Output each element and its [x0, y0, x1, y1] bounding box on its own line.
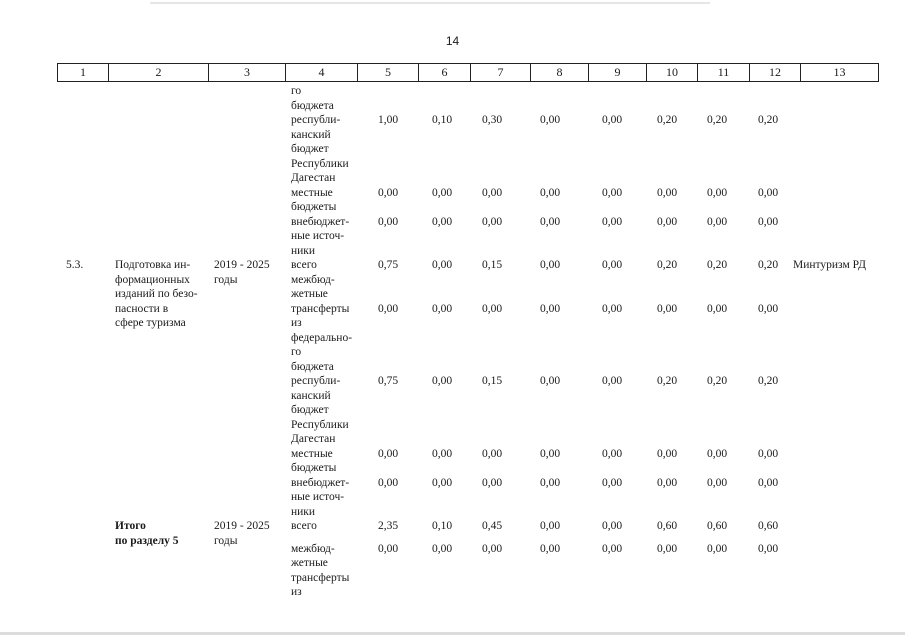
funding-source-label: межбюд-	[291, 273, 335, 286]
value-cell-col-11: 0,20	[706, 114, 728, 126]
value-cell-col-10: 0,20	[656, 114, 678, 126]
funding-source-label: трансферты	[291, 302, 350, 315]
column-header-13: 13	[800, 64, 879, 81]
value-cell-col-5: 2,35	[377, 520, 399, 532]
value-cell-col-12: 0,60	[757, 520, 779, 532]
funding-source-label: Республики	[291, 418, 349, 431]
value-cell-col-7: 0,15	[481, 259, 503, 271]
value-cell-col-6: 0,00	[431, 215, 453, 228]
value-cell-col-6: 0,00	[431, 186, 453, 199]
value-cell-col-10: 0,00	[656, 186, 678, 199]
value-cell-col-7: 0,00	[481, 447, 503, 460]
value-cell-col-6: 0,00	[431, 447, 453, 460]
section-total-label: по разделу 5	[115, 534, 179, 547]
value-cell-col-8: 0,00	[539, 476, 561, 489]
value-cell-col-9: 0,00	[601, 259, 623, 271]
period-label: 2019 - 2025	[214, 259, 270, 271]
table-header-row	[57, 63, 879, 82]
column-header-12: 12	[749, 64, 800, 81]
period-label: годы	[214, 534, 238, 547]
funding-source-label: местные	[291, 447, 333, 460]
funding-source-label: го	[291, 346, 302, 358]
value-cell-col-10: 0,60	[656, 520, 678, 532]
row-number: 5.3.	[66, 259, 84, 271]
value-cell-col-10: 0,20	[656, 375, 678, 387]
column-header-2: 2	[108, 64, 208, 81]
value-cell-col-5: 0,75	[377, 375, 399, 387]
value-cell-col-10: 0,00	[656, 476, 678, 489]
measure-name: формационных	[115, 273, 190, 286]
value-cell-col-9: 0,00	[601, 542, 623, 555]
value-cell-col-6: 0,10	[431, 520, 453, 532]
value-cell-col-8: 0,00	[539, 542, 561, 555]
funding-source-label: жетные	[291, 557, 328, 569]
value-cell-col-7: 0,30	[481, 114, 503, 126]
funding-source-label: трансферты	[291, 571, 350, 584]
value-cell-col-6: 0,00	[431, 542, 453, 555]
period-label: годы	[214, 273, 238, 286]
funding-source-label: местные	[291, 186, 333, 199]
value-cell-col-12: 0,00	[757, 186, 779, 199]
column-header-11: 11	[697, 64, 749, 81]
column-header-10: 10	[646, 64, 697, 81]
funding-source-label: бюджет	[291, 404, 329, 416]
value-cell-col-12: 0,00	[757, 215, 779, 228]
value-cell-col-8: 0,00	[539, 520, 561, 532]
section-total-label: Итого	[115, 520, 146, 532]
value-cell-col-11: 0,20	[706, 375, 728, 387]
value-cell-col-8: 0,00	[539, 215, 561, 228]
value-cell-col-11: 0,00	[706, 447, 728, 460]
value-cell-col-7: 0,45	[481, 520, 503, 532]
funding-source-label: жетные	[291, 288, 328, 300]
value-cell-col-5: 1,00	[377, 114, 399, 126]
funding-source-label: внебюджет-	[291, 215, 350, 228]
column-header-7: 7	[470, 64, 530, 81]
funding-source-label: го	[291, 85, 302, 97]
value-cell-col-8: 0,00	[539, 259, 561, 271]
value-cell-col-10: 0,00	[656, 447, 678, 460]
value-cell-col-6: 0,00	[431, 375, 453, 387]
value-cell-col-10: 0,00	[656, 542, 678, 555]
value-cell-col-6: 0,00	[431, 476, 453, 489]
value-cell-col-5: 0,00	[377, 215, 399, 228]
page-number: 14	[445, 34, 460, 48]
funding-source-label: Дагестан	[291, 172, 336, 184]
value-cell-col-5: 0,75	[377, 259, 399, 271]
funding-source-label: из	[291, 317, 302, 329]
value-cell-col-10: 0,20	[656, 259, 678, 271]
value-cell-col-7: 0,00	[481, 302, 503, 315]
funding-source-label: Дагестан	[291, 433, 336, 445]
funding-source-label: ники	[291, 244, 316, 257]
value-cell-col-11: 0,00	[706, 476, 728, 489]
funding-source-label: республи-	[291, 375, 341, 387]
value-cell-col-9: 0,00	[601, 476, 623, 489]
value-cell-col-12: 0,00	[757, 476, 779, 489]
value-cell-col-6: 0,00	[431, 259, 453, 271]
value-cell-col-7: 0,15	[481, 375, 503, 387]
value-cell-col-5: 0,00	[377, 542, 399, 555]
scan-edge-top	[150, 2, 710, 4]
funding-source-label: Республики	[291, 157, 349, 170]
column-header-4: 4	[285, 64, 357, 81]
value-cell-col-9: 0,00	[601, 186, 623, 199]
funding-source-label: федерально-	[291, 331, 353, 344]
column-header-1: 1	[57, 64, 108, 81]
value-cell-col-9: 0,00	[601, 375, 623, 387]
value-cell-col-8: 0,00	[539, 375, 561, 387]
funding-source-label: всего	[291, 520, 317, 532]
funding-source-label: ные источ-	[291, 230, 345, 242]
value-cell-col-12: 0,20	[757, 375, 779, 387]
value-cell-col-9: 0,00	[601, 114, 623, 126]
value-cell-col-11: 0,20	[706, 259, 728, 271]
measure-name: изданий по безо-	[115, 288, 198, 300]
value-cell-col-11: 0,00	[706, 186, 728, 199]
value-cell-col-6: 0,00	[431, 302, 453, 315]
funding-source-label: бюджета	[291, 99, 334, 112]
value-cell-col-8: 0,00	[539, 114, 561, 126]
value-cell-col-10: 0,00	[656, 215, 678, 228]
value-cell-col-5: 0,00	[377, 476, 399, 489]
funding-source-label: ники	[291, 505, 316, 518]
measure-name: Подготовка ин-	[115, 259, 191, 271]
value-cell-col-7: 0,00	[481, 542, 503, 555]
funding-source-label: бюджеты	[291, 462, 337, 474]
funding-source-label: из	[291, 586, 302, 598]
value-cell-col-9: 0,00	[601, 302, 623, 315]
column-header-6: 6	[418, 64, 470, 81]
value-cell-col-9: 0,00	[601, 447, 623, 460]
value-cell-col-5: 0,00	[377, 447, 399, 460]
period-label: 2019 - 2025	[214, 520, 270, 532]
column-header-8: 8	[530, 64, 588, 81]
value-cell-col-8: 0,00	[539, 186, 561, 199]
value-cell-col-9: 0,00	[601, 215, 623, 228]
column-header-5: 5	[357, 64, 418, 81]
funding-source-label: ные источ-	[291, 491, 345, 503]
value-cell-col-7: 0,00	[481, 476, 503, 489]
value-cell-col-12: 0,00	[757, 302, 779, 315]
funding-source-label: республи-	[291, 114, 341, 126]
value-cell-col-8: 0,00	[539, 447, 561, 460]
value-cell-col-6: 0,10	[431, 114, 453, 126]
funding-source-label: бюджета	[291, 360, 334, 373]
value-cell-col-11: 0,00	[706, 542, 728, 555]
funding-source-label: всего	[291, 259, 317, 271]
funding-source-label: бюджеты	[291, 201, 337, 213]
column-header-9: 9	[588, 64, 646, 81]
value-cell-col-11: 0,00	[706, 302, 728, 315]
value-cell-col-7: 0,00	[481, 186, 503, 199]
value-cell-col-12: 0,20	[757, 114, 779, 126]
funding-source-label: канский	[291, 389, 331, 402]
value-cell-col-8: 0,00	[539, 302, 561, 315]
executor-label: Минтуризм РД	[793, 259, 866, 271]
value-cell-col-11: 0,60	[706, 520, 728, 532]
funding-source-label: канский	[291, 128, 331, 141]
value-cell-col-12: 0,00	[757, 542, 779, 555]
column-header-3: 3	[208, 64, 285, 81]
value-cell-col-5: 0,00	[377, 186, 399, 199]
value-cell-col-10: 0,00	[656, 302, 678, 315]
measure-name: сфере туризма	[115, 317, 186, 329]
scan-edge-bottom	[0, 632, 905, 635]
value-cell-col-11: 0,00	[706, 215, 728, 228]
funding-source-label: внебюджет-	[291, 476, 350, 489]
value-cell-col-5: 0,00	[377, 302, 399, 315]
funding-source-label: межбюд-	[291, 542, 335, 555]
value-cell-col-9: 0,00	[601, 520, 623, 532]
value-cell-col-12: 0,20	[757, 259, 779, 271]
funding-source-label: бюджет	[291, 143, 329, 155]
value-cell-col-12: 0,00	[757, 447, 779, 460]
measure-name: пасности в	[115, 302, 169, 315]
value-cell-col-7: 0,00	[481, 215, 503, 228]
